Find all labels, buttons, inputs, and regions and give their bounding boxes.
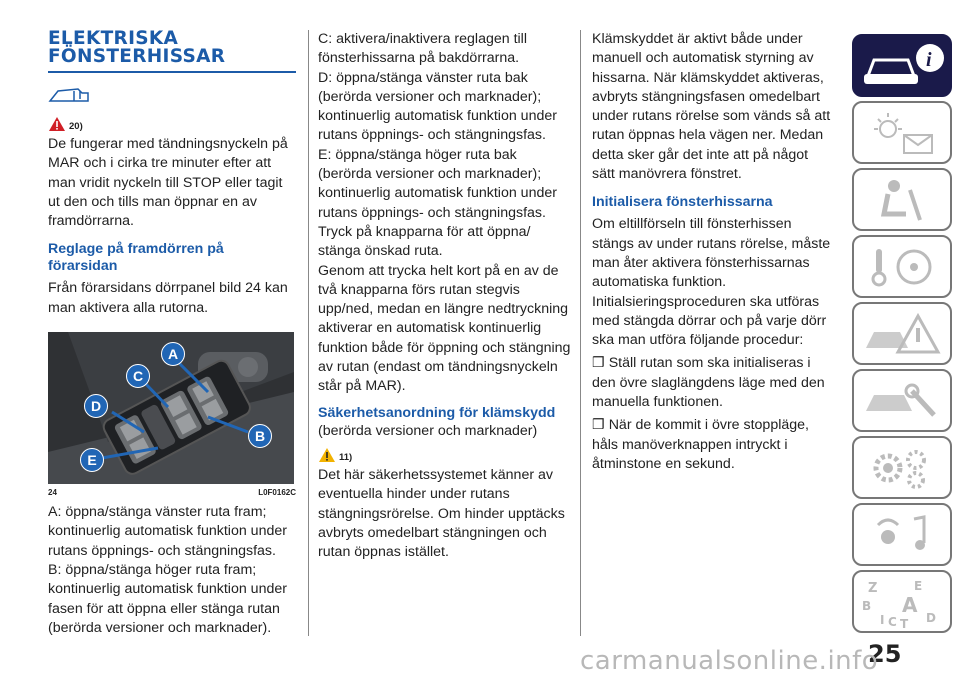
airbag-seat-icon (854, 170, 950, 229)
caution-triangle-icon (318, 447, 336, 463)
alphabet-index-icon (854, 572, 950, 631)
dashboard-lights-icon (854, 103, 950, 162)
tab-multimedia[interactable] (852, 503, 952, 566)
figure-number: 24 (48, 488, 57, 498)
tab-index[interactable] (852, 570, 952, 633)
init-text-2: Initialsieringsproceduren ska utföras med stängda dörrar och på varje dörr ska man utföra följande procedur: (592, 293, 827, 349)
section-title: ELEKTRISKA FÖNSTERHISSAR (48, 30, 296, 73)
figure-label-a: A (161, 342, 185, 366)
column-2 (318, 30, 573, 562)
steering-key-icon (854, 237, 950, 296)
init-text-1: Om eltillförseln till fönsterhissen stängs av under rutans rörelse, måste man åter aktivera fönsterhissarnas automatiska funktion. (592, 216, 831, 291)
warning-reference-2: 11) (318, 447, 573, 463)
heading-init: Initialisera fönsterhissarna (592, 194, 773, 211)
column-1 (48, 30, 296, 638)
init-step-2: ❒ När de kommit i övre stoppläge, håls manöverknappen intryckt i åtminstone en sekund. (592, 417, 809, 472)
watermark: carmanualsonline.info (580, 646, 879, 676)
control-d-text: D: öppna/stänga vänster ruta bak (berörda versioner och marknader); kontinuerlig automatisk funktion under rutans öppnings- och stängningsfas. (318, 69, 557, 144)
tab-safety[interactable] (852, 168, 952, 231)
warning-triangle-icon (854, 304, 950, 363)
press-detail-text: Genom att trycka helt kort på en av de två knapparna förs rutan stegvis upp/ned, medan en längre nedtryckning aktiverar en automatisk kontinuerlig funktion både för öppning och stängning av rutan (endast om tändningsnyckeln står på MAR). (318, 262, 571, 395)
figure-caption (48, 488, 296, 497)
column-3 (592, 30, 832, 474)
svg-text:i: i (926, 49, 932, 71)
control-e-text: E: öppna/stänga höger ruta bak (berörda versioner och marknader); kontinuerlig automatisk funktion under rutans öppnings- och stängningsfas. (318, 146, 557, 221)
svg-text:I: I (880, 613, 885, 627)
pinch-text: Det här säkerhetssystemet känner av eventuella hinder under rutans stängningsrörelse. Om hinder upptäcks avbryts omedelbart stängningen och rutan öppnas istället. (318, 466, 565, 561)
tab-technical-data[interactable] (852, 436, 952, 499)
init-step-1: ❒ Ställ rutan som ska initialiseras i den övre slaglängdens läge med den manuella funktionen. (592, 355, 825, 411)
control-a-text: A: öppna/stänga vänster ruta fram; kontinuerlig automatisk funktion under rutans öppnings- och stängningsfas. (48, 504, 287, 559)
press-text: Tryck på knapparna för att öppna/ stänga önskad ruta. (318, 223, 531, 260)
page-number: 25 (868, 640, 902, 668)
intro-text: De fungerar med tändningsnyckeln på MAR och i cirka tre minuter efter att man vridit nyckeln till STOP eller tagit ut den och tills man öppnar en av framdörrarna. (48, 136, 288, 230)
figure-label-b: B (248, 424, 272, 448)
column-divider (308, 30, 309, 636)
heading-pinch: Säkerhetsanordning för klämskydd (318, 404, 556, 421)
pinch-text-continued: Klämskyddet är aktivt både under manuell och automatisk styrning av hissarna. När klämskyddet aktiveras, avbryts stängningsfasen omedelbart under rutans rörelse som vänds så att rutan öppnas hela vägen ner. Medan detta sker går det inte att på något sätt manövrera fönstret. (592, 31, 831, 183)
svg-text:D: D (926, 611, 936, 625)
wrench-car-icon (854, 371, 950, 430)
figure-label-d: D (84, 394, 108, 418)
car-info-icon (854, 36, 950, 95)
warning-reference: 20) (48, 112, 296, 132)
checkbox-bullet-icon: ❒ (592, 355, 605, 372)
svg-text:E: E (914, 579, 923, 593)
svg-text:B: B (862, 599, 872, 613)
control-b-text: B: öppna/stänga höger ruta fram; kontinuerlig automatisk funktion under fasen för att öppna eller stänga rutan (berörda versioner och marknader). (48, 561, 287, 636)
driver-door-text: Från förarsidans dörrpanel bild 24 kan man aktivera alla rutorna. (48, 280, 288, 316)
control-c-text: C: aktivera/inaktivera reglagen till fönsterhissarna på bakdörrarna. (318, 31, 527, 67)
tab-dashboard-lights[interactable] (852, 101, 952, 164)
svg-text:Z: Z (868, 581, 878, 596)
heading-driver-door: Reglage på framdörren på förarsidan (48, 241, 224, 275)
tab-emergency[interactable] (852, 302, 952, 365)
svg-text:T: T (900, 617, 909, 631)
pinch-subtitle: (berörda versioner och marknader) (318, 422, 538, 439)
tab-maintenance[interactable] (852, 369, 952, 432)
column-divider-2 (580, 30, 581, 636)
svg-text:C: C (888, 615, 897, 629)
multimedia-icon (854, 505, 950, 564)
window-icon (48, 85, 296, 110)
gears-icon (854, 438, 950, 497)
figure-label-c: C (126, 364, 150, 388)
figure-label-e: E (80, 448, 104, 472)
warning-triangle-icon (48, 116, 66, 132)
figure-24-photo (48, 332, 294, 484)
checkbox-bullet-icon: ❒ (592, 417, 605, 434)
tab-car-info[interactable] (852, 34, 952, 97)
figure-code: L0F0162C (258, 488, 296, 498)
tab-starting-driving[interactable] (852, 235, 952, 298)
svg-text:A: A (902, 593, 918, 617)
